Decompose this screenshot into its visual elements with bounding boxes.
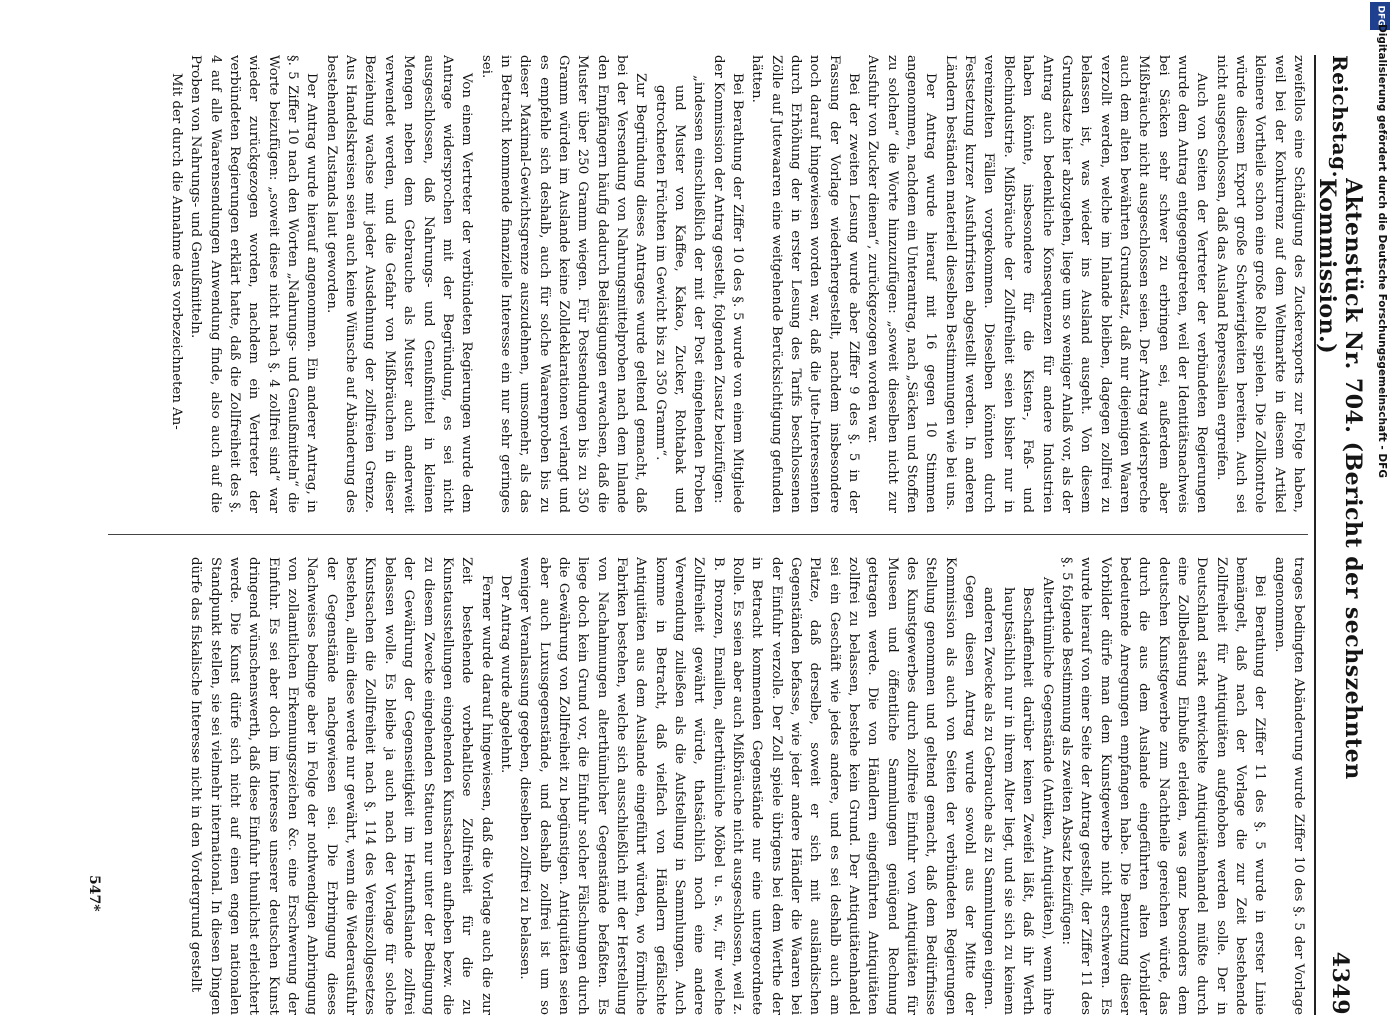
paragraph: Mit der durch die Annahme des vorbezeichneten An- bbox=[169, 73, 185, 430]
page-header bbox=[1314, 55, 1366, 1015]
paragraph: Der Antrag wurde hierauf mit 16 gegen 10 Stimmen angenommen, nachdem ein Unterantrag, nach „Säcken und Stoffen zu solchen“ die Worte hinzuzufügen: „soweit dieselben nicht zur Ausfuhr von Zucker dienen“, zurückgezogen worden war. bbox=[865, 55, 939, 513]
paragraph: „indessen einschließlich der mit der Post eingehenden Proben und Muster von Kaffee, Kakao, Zucker, Rohtabak und getrockneten Früchten im Gewicht bis zu 350 Gramm“. bbox=[652, 75, 707, 513]
paragraph: Alterthümliche Gegenstände (Antiken, Antiquitäten), wenn ihre Beschaffenheit darüber keinen Zweifel läßt, daß ihr Werth hauptsächlich nur in ihrem Alter liegt, und sie sich zu keinem anderen Zwecke als zu Gebrauche als zu Sammlungen eignen. bbox=[981, 577, 1055, 1015]
paragraph: Von einem Vertreter der verbündeten Regierungen wurde dem Antrage widersprochen mit der Begründung, es sei nicht ausgeschlossen, daß Nahrungs- und Genußmittel in kleinen Mengen neben dem Gebrauche als Muster auch anderweit verwendet werden, und die Gefahr von Mißbräuchen in dieser Beziehung wachse mit jeder Ausdehnung der zollfreien Grenze. Aus Handelskreisen seien auch keine Wünsche auf Abänderung des bestehenden Zustands laut geworden. bbox=[323, 55, 475, 513]
paragraph: Bei Berathung der Ziffer 11 des §. 5 wurde in erster Linie bemängelt, daß nach der Vorlage die zur Zeit bestehende Zollfreiheit für Antiquitäten aufgehoben werden solle. Der in Deutschland stark entwickelte Antiquitätenhandel müßte durch eine Zollbelastung Einbuße erleiden, was ganz besonders dem deutschen Kunstgewerbe zum Nachtheile gereichen würde, das durch die aus dem Auslande eingeführten alten Vorbilder bedeutende Anregungen empfangen habe. Die Benutzung dieser Vorbilder dürfe man dem Kunstgewerbe nicht erschweren. Es wurde hierauf von einer Seite der Antrag gestellt, der Ziffer 11 des §. 5 folgende Bestimmung als zweiten Absatz beizufügen: bbox=[1058, 557, 1268, 1015]
page-number: 4349 bbox=[1327, 951, 1353, 1015]
funding-note: Digitalisierung gefördert durch die Deutsche Forschungsgemeinschaft - DFG bbox=[1376, 24, 1388, 478]
paragraph: zweifellos eine Schädigung des Zuckerexports zur Folge haben, weil bei der Konkurrenz auf dem Weltmarkte in diesem Artikel kleinere Vortheile schon eine große Rolle spielen. Die Zollkontrole würde diesem Export große Schwierigkeiten bereiten. Auch sei nicht ausgeschlossen, daß das Ausland Repressalien ergreifen. bbox=[1213, 55, 1306, 513]
paragraph: Bei der zweiten Lesung wurde aber Ziffer 9 des §. 5 in der Fassung der Vorlage wiederhergestellt, nachdem insbesondere noch darauf hingewiesen worden war, daß die Jute-Interessenten durch Erhöhung der in erster Lesung des Tarifs beschlossenen Zölle auf Jutewaaren eine weitgehende Berücksichtigung gefunden hätten. bbox=[749, 55, 862, 513]
page-mark: 547* bbox=[86, 875, 102, 912]
paragraph: Der Antrag wurde hierauf angenommen. Ein anderer Antrag, in §. 5 Ziffer 10 nach den Worten „Nahrungs- und Genußmitteln“ die Worte beizufügen: „soweit diese nicht nach §. 4 zollfrei sind“ war wieder zurückgezogen worden, nachdem ein Vertreter der verbündeten Regierungen erklärt hatte, daß die Zollfreiheit des §. 4 auf alle Waarensendungen Anwendung finde, also auch auf die Proben von Nahrungs- und Genußmitteln. bbox=[188, 55, 320, 513]
paragraph: Bei Berathung der Ziffer 10 des §. 5 wurde von einem Mitgliede der Kommission der Antrag gestellt, folgenden Zusatz beizufügen: bbox=[710, 55, 746, 513]
paragraph: trages bedingten Abänderung wurde Ziffer 10 des §. 5 der Vorlage angenommen. bbox=[1271, 557, 1306, 1015]
column-divider bbox=[108, 534, 1308, 535]
left-column bbox=[108, 55, 1308, 513]
header-title: Aktenstück Nr. 704. (Bericht der sechszehnten Kommission.) bbox=[1314, 178, 1366, 780]
paragraph: Gegen diesen Antrag wurde sowohl aus der Mitte der Kommission als auch von Seiten der verbündeten Regierungen Stellung genommen und geltend gemacht, daß dem Bedürfnisse des Kunstgewerbes durch zollfreie Einfuhr von Antiquitäten für Museen und öffentliche Sammlungen genügend Rechnung getragen werde. Die von Händlern eingeführten Antiquitäten zollfrei zu belassen, bestehe kein Grund. Der Antiquitätenhandel sei ein Geschäft wie jedes andere, und es sei deshalb auch am Platze, daß derselbe, soweit er sich mit ausländischen Gegenständen befasse, wie jeder andere Händler die Waaren bei der Einfuhr verzolle. Der Zoll spiele übrigens bei dem Werthe der in Betracht kommenden Gegenstände nur eine untergeordnete Rolle. Es seien aber auch Mißbräuche nicht ausgeschlossen, weil z. B. Bronzen, Emaillen, alterthümliche Möbel u. s. w., für welche Zollfreiheit gewährt würde, thatsächlich noch eine andere Verwendung zuließen als die Aufstellung in Sammlungen. Auch komme in Betracht, daß vielfach von Händlern gefälschte Antiquitäten aus dem Auslande eingeführt würden, wo förmliche Fabriken bestehen, welche sich ausschließlich mit der Herstellung von Nachahmungen alterthümlicher Gegenstände befaßten. Es liege doch kein Grund vor, die Einfuhr solcher Fälschungen durch die Gewährung von Zollfreiheit zu begünstigen. Antiquitäten seien aber auch Luxusgegenstände, und deshalb zollfrei ist um so weniger Veranlassung gegeben, dieselben zollfrei zu belassen. bbox=[517, 557, 978, 1015]
paragraph: Zur Begründung dieses Antrages wurde geltend gemacht, daß bei der Versendung von Nahrungsmittelproben nach dem Inlande den Empfängern häufig dadurch Belästigungen erwachsen, daß die Muster über 250 Gramm wiegen. Für Postsendungen bis zu 350 Gramm würden im Auslande keine Zolldeklarationen verlangt und es empfehle sich deshalb, auch für solche Waarenproben bis zu dieser Maximal-Gewichtsgrenze auszudehnen, umsomehr, als das in Betracht kommende finanzielle Interesse ein nur sehr geringes sei. bbox=[478, 55, 649, 513]
dfg-logo: DFG bbox=[1370, 2, 1390, 30]
digitization-sidebar bbox=[1358, 0, 1397, 1000]
paragraph: Ferner wurde darauf hingewiesen, daß die Vorlage auch die zur Zeit bestehende vorbehaltlose Zollfreiheit für die zu Kunstausstellungen eingehenden Kunstsachen aufheben bezw. die zu diesem Zwecke eingehenden Statuen nur unter der Bedingung der Gewährung der Gegenseitigkeit im Herkunftslande zollfrei belassen wolle. Es bleibe ja auch nach der Vorlage für solche Kunstsachen die Zollfreiheit nach §. 114 des Vereinszollgesetzes bestehen, allein diese werde nur gewährt, wenn die Wiederausfuhr der Gegenstände nachgewiesen sei. Die Erbringung dieses Nachweises bedinge aber in Folge der nothwendigen Anbringung von zollamtlichen Erkennungszeichen &c. eine Erschwerung der Einfuhr. Es sei aber doch im Interesse unserer deutschen Kunst dringend wünschenswerth, daß diese Einfuhr thunlichst erleichtert werde. Die Kunst dürfe sich nicht auf einen engen nationalen Standpunkt stellen, sie sei vielmehr international. In diesen Dingen dürfe das fiskalische Interesse nicht in den Vordergrund gestellt bbox=[188, 557, 494, 1015]
rotated-page-content bbox=[70, 55, 1366, 1015]
paragraph: Der Antrag wurde abgelehnt. bbox=[497, 575, 513, 774]
header-rule bbox=[1314, 55, 1316, 1015]
header-left: Reichstag. bbox=[1328, 55, 1352, 179]
paragraph: Auch von Seiten der Vertreter der verbündeten Regierungen wurde dem Antrag entgegengetreten, weil der Identitätsnachweis bei Säcken sehr schwer zu erbringen sei, außerdem aber Mißbräuche nicht ausgeschlossen seien. Der Antrag widerspreche auch dem alten bewährten Grundsatz, daß nur diejenigen Waaren verzollt werden, welche im Inlande bleiben, dagegen zollfrei zu belassen ist, was wieder ins Ausland ausgeht. Von diesem Grundsatze hier abzugehen, liege um so weniger Anlaß vor, als der Antrag auch bedenkliche Konsequenzen für andere Industrien haben könnte, insbesondere für die Kisten-, Faß- und Blechindustrie. Mißbräuche der Zollfreiheit seien bisher nur in vereinzelten Fällen vorgekommen. Dieselben könnten durch Festsetzung kurzer Ausfuhrfristen abgestellt werden. In anderen Ländern beständen materiell dieselben Bestimmungen wie bei uns. bbox=[942, 55, 1210, 513]
right-column bbox=[108, 557, 1308, 1015]
